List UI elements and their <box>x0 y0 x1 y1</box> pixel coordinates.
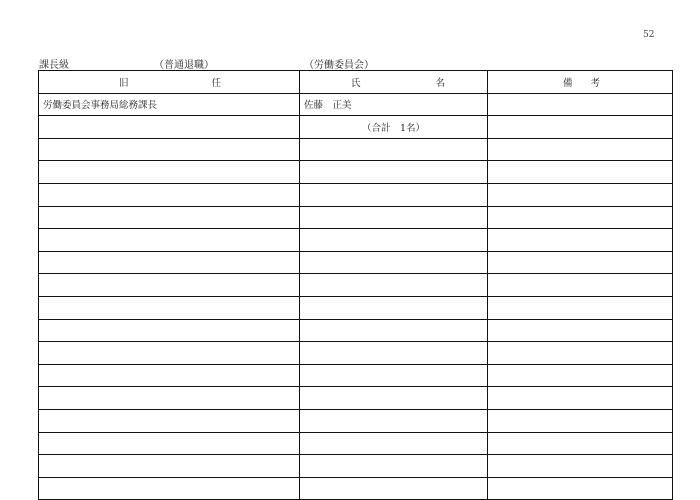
table-row <box>39 93 673 116</box>
table-row <box>39 183 673 206</box>
table-row <box>39 409 673 432</box>
cell-name <box>300 274 488 297</box>
personnel-table <box>38 70 673 500</box>
cell-remarks <box>488 409 673 432</box>
cell-remarks <box>488 387 673 410</box>
cell-name <box>300 342 488 365</box>
table-row <box>39 161 673 184</box>
cell-name <box>300 455 488 478</box>
cell-remarks <box>488 229 673 252</box>
cell-remarks <box>488 432 673 455</box>
cell-former-post <box>39 342 300 365</box>
table-row <box>39 251 673 274</box>
cell-name <box>300 319 488 342</box>
cell-remarks <box>488 138 673 161</box>
cell-name <box>300 138 488 161</box>
cell-remarks <box>488 364 673 387</box>
cell-former-post <box>39 116 300 139</box>
cell-name <box>300 409 488 432</box>
cell-former-post <box>39 364 300 387</box>
table-row <box>39 455 673 478</box>
column-header-char: 考 <box>590 77 600 89</box>
cell-former-post <box>39 477 300 500</box>
table-row <box>39 229 673 252</box>
cell-former-post <box>39 319 300 342</box>
cell-name <box>300 387 488 410</box>
table-row <box>39 296 673 319</box>
table-row <box>39 342 673 365</box>
cell-former-post <box>39 161 300 184</box>
cell-remarks <box>488 296 673 319</box>
cell-name <box>300 206 488 229</box>
cell-former-post <box>39 229 300 252</box>
table-row <box>39 206 673 229</box>
column-header-remarks <box>488 71 673 94</box>
cell-remarks <box>488 116 673 139</box>
column-header-name <box>300 71 488 94</box>
cell-remarks <box>488 342 673 365</box>
cell-name <box>300 296 488 319</box>
cell-former-post <box>39 138 300 161</box>
table-row <box>39 319 673 342</box>
cell-remarks <box>488 477 673 500</box>
table-row <box>39 432 673 455</box>
column-header-char: 旧 <box>119 77 129 89</box>
cell-former-post <box>39 251 300 274</box>
column-header-char: 名 <box>435 77 445 89</box>
cell-name <box>300 432 488 455</box>
table-row <box>39 387 673 410</box>
cell-remarks <box>488 161 673 184</box>
cell-name <box>300 161 488 184</box>
cell-name <box>300 183 488 206</box>
cell-remarks <box>488 274 673 297</box>
cell-name <box>300 364 488 387</box>
cell-name <box>300 251 488 274</box>
rank-label: 課長級 <box>39 60 69 71</box>
cell-remarks <box>488 251 673 274</box>
cell-remarks <box>488 206 673 229</box>
table-row <box>39 138 673 161</box>
column-header-char: 氏 <box>351 77 361 89</box>
table-row <box>39 477 673 500</box>
column-header-char: 任 <box>211 77 221 89</box>
page-number: 52 <box>643 30 655 40</box>
cell-name: 佐藤 正美 <box>300 93 488 116</box>
cell-former-post <box>39 455 300 478</box>
column-header-former-post <box>39 71 300 94</box>
column-header-char: 備 <box>563 77 573 89</box>
cell-former-post <box>39 296 300 319</box>
table-body <box>39 93 673 500</box>
table-row <box>39 364 673 387</box>
table-row <box>39 274 673 297</box>
cell-remarks <box>488 455 673 478</box>
cell-former-post <box>39 387 300 410</box>
department-label: （労働委員会） <box>304 60 374 71</box>
retirement-type-label: （普通退職） <box>154 60 214 71</box>
cell-name <box>300 477 488 500</box>
cell-name: （合計 1名） <box>300 116 488 139</box>
cell-former-post <box>39 274 300 297</box>
cell-remarks <box>488 183 673 206</box>
table-row <box>39 116 673 139</box>
cell-former-post <box>39 206 300 229</box>
cell-former-post <box>39 432 300 455</box>
cell-remarks <box>488 93 673 116</box>
cell-name <box>300 229 488 252</box>
cell-former-post <box>39 409 300 432</box>
cell-former-post <box>39 183 300 206</box>
cell-former-post: 労働委員会事務局総務課長 <box>39 93 300 116</box>
cell-remarks <box>488 319 673 342</box>
table-header-row <box>39 71 673 94</box>
